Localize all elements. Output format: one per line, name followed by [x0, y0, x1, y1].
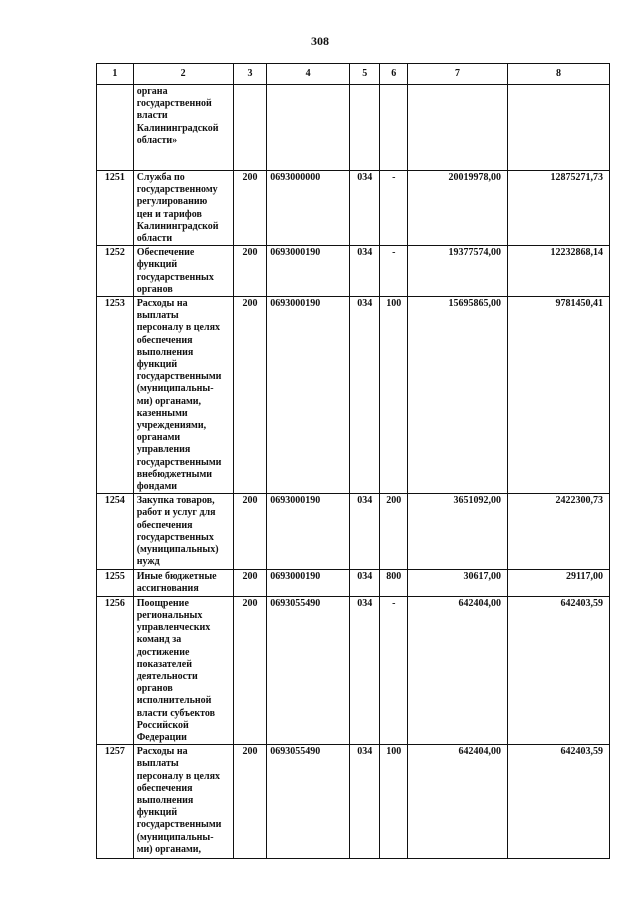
cell-col7 — [408, 85, 508, 171]
cell-col3: 200 — [233, 745, 267, 859]
row-number: 1253 — [97, 297, 134, 494]
header-cell: 5 — [349, 64, 380, 85]
cell-col6: 200 — [380, 494, 408, 570]
cell-col3: 200 — [233, 297, 267, 494]
cell-col3: 200 — [233, 596, 267, 744]
cell-col3: 200 — [233, 246, 267, 297]
cell-col7: 30617,00 — [408, 570, 508, 596]
cell-col6: 100 — [380, 297, 408, 494]
table-row — [97, 297, 610, 494]
cell-col6: - — [380, 596, 408, 744]
cell-col6: 100 — [380, 745, 408, 859]
cell-col6: 800 — [380, 570, 408, 596]
cell-col6 — [380, 85, 408, 171]
row-number: 1256 — [97, 596, 134, 744]
row-name: Расходы на выплаты персоналу в целях обеспечения выполнения функций государственными (муниципальны- ми) органами, казенными учреждениями, органами управления государственными внебюджетными фондами — [133, 297, 233, 494]
row-name: Закупка товаров, работ и услуг для обеспечения государственных (муниципальных) нужд — [133, 494, 233, 570]
header-cell: 8 — [507, 64, 609, 85]
table-row — [97, 745, 610, 859]
row-number: 1251 — [97, 171, 134, 246]
header-cell: 6 — [380, 64, 408, 85]
budget-table — [96, 63, 610, 859]
cell-col5: 034 — [349, 297, 380, 494]
cell-col4: 0693055490 — [267, 745, 350, 859]
cell-col7: 15695865,00 — [408, 297, 508, 494]
row-number: 1254 — [97, 494, 134, 570]
header-cell: 2 — [133, 64, 233, 85]
table-row — [97, 596, 610, 744]
cell-col4 — [267, 85, 350, 171]
page-number: 308 — [311, 34, 329, 48]
row-number: 1257 — [97, 745, 134, 859]
cell-col4: 0693055490 — [267, 596, 350, 744]
row-name: Расходы на выплаты персоналу в целях обеспечения выполнения функций государственными (муниципальны- ми) органами, — [133, 745, 233, 859]
cell-col5: 034 — [349, 596, 380, 744]
cell-col3: 200 — [233, 494, 267, 570]
row-number — [97, 85, 134, 171]
cell-col5: 034 — [349, 494, 380, 570]
cell-col3: 200 — [233, 171, 267, 246]
cell-col7: 3651092,00 — [408, 494, 508, 570]
table-row — [97, 171, 610, 246]
cell-col8: 642403,59 — [507, 596, 609, 744]
row-name: Иные бюджетные ассигнования — [133, 570, 233, 596]
row-number: 1252 — [97, 246, 134, 297]
row-name: Поощрение региональных управленческих команд за достижение показателей деятельности органов исполнительной власти субъектов Российской Федерации — [133, 596, 233, 744]
table-row — [97, 85, 610, 171]
cell-col4: 0693000190 — [267, 297, 350, 494]
cell-col7: 642404,00 — [408, 745, 508, 859]
cell-col8: 29117,00 — [507, 570, 609, 596]
cell-col7: 19377574,00 — [408, 246, 508, 297]
row-name: органа государственной власти Калининградской области» — [133, 85, 233, 171]
cell-col7: 20019978,00 — [408, 171, 508, 246]
table-row — [97, 246, 610, 297]
cell-col5 — [349, 85, 380, 171]
cell-col8: 12875271,73 — [507, 171, 609, 246]
header-cell: 7 — [408, 64, 508, 85]
cell-col8: 2422300,73 — [507, 494, 609, 570]
cell-col4: 0693000190 — [267, 494, 350, 570]
header-cell: 4 — [267, 64, 350, 85]
cell-col3 — [233, 85, 267, 171]
cell-col4: 0693000190 — [267, 246, 350, 297]
cell-col7: 642404,00 — [408, 596, 508, 744]
row-name: Обеспечение функций государственных органов — [133, 246, 233, 297]
table-row — [97, 494, 610, 570]
table-row — [97, 570, 610, 596]
cell-col5: 034 — [349, 745, 380, 859]
cell-col4: 0693000000 — [267, 171, 350, 246]
cell-col5: 034 — [349, 570, 380, 596]
cell-col8: 9781450,41 — [507, 297, 609, 494]
row-number: 1255 — [97, 570, 134, 596]
cell-col8: 12232868,14 — [507, 246, 609, 297]
cell-col4: 0693000190 — [267, 570, 350, 596]
cell-col5: 034 — [349, 171, 380, 246]
cell-col8 — [507, 85, 609, 171]
header-cell: 1 — [97, 64, 134, 85]
cell-col8: 642403,59 — [507, 745, 609, 859]
cell-col6: - — [380, 246, 408, 297]
row-name: Служба по государственному регулированию цен и тарифов Калининградской области — [133, 171, 233, 246]
cell-col5: 034 — [349, 246, 380, 297]
cell-col3: 200 — [233, 570, 267, 596]
header-cell: 3 — [233, 64, 267, 85]
cell-col6: - — [380, 171, 408, 246]
table-header-row — [97, 64, 610, 85]
